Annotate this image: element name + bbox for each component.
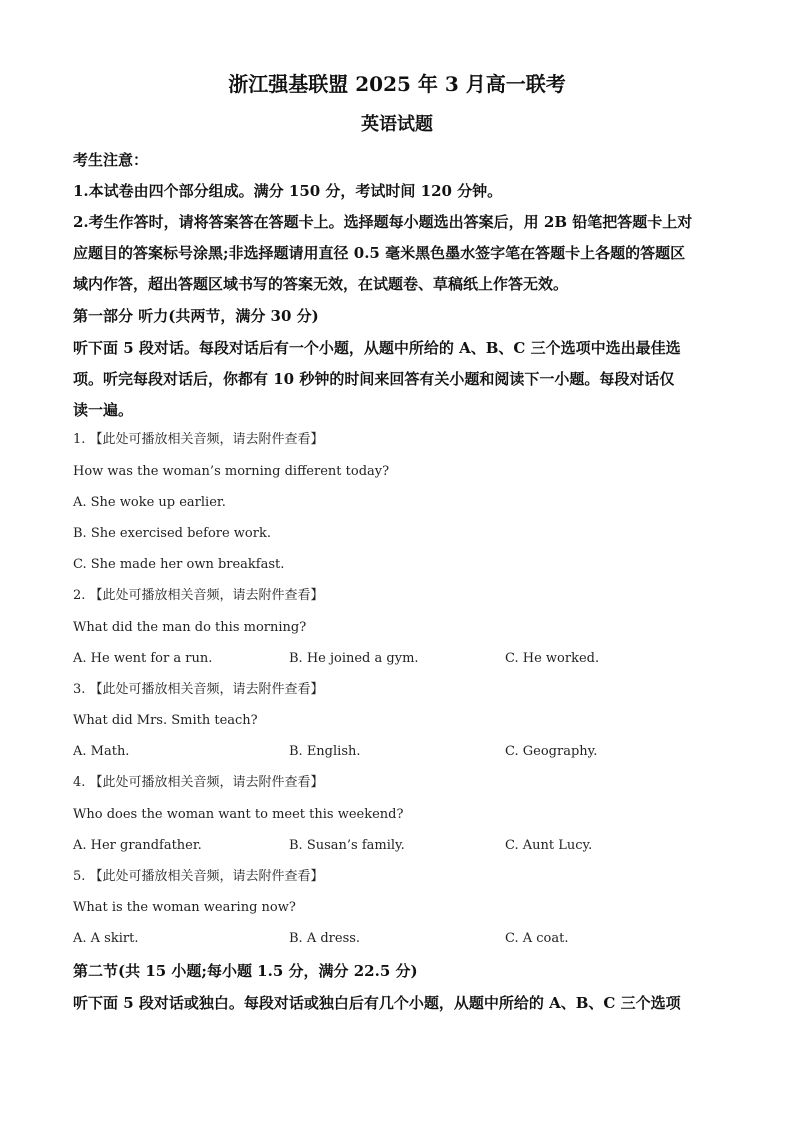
question-2-option-c: C. He worked. <box>505 651 600 666</box>
part1-instruction-line-2: 项。听完每段对话后，你都有 10 秒钟的时间来回答有关小题和阅读下一小题。每段对话仅 <box>73 370 675 388</box>
question-4-option-b: B. Susan’s family. <box>289 838 405 853</box>
part1-instruction-line-1: 听下面 5 段对话。每段对话后有一个小题，从题中所给的 A、B、C 三个选项中选出最佳选 <box>73 339 681 357</box>
question-2-option-a: A. He went for a run. <box>73 651 213 666</box>
part1-heading: 第一部分 听力(共两节，满分 30 分) <box>73 307 319 325</box>
part1-instruction-line-3: 读一遍。 <box>73 401 134 419</box>
question-1-text: How was the woman’s morning different today? <box>73 464 390 479</box>
question-5-option-b: B. A dress. <box>289 931 361 946</box>
notice-item-2-line-1: 2.考生作答时，请将答案答在答题卡上。选择题每小题选出答案后，用 2B 铅笔把答题卡上对 <box>73 213 693 231</box>
question-5-option-a: A. A skirt. <box>73 931 139 946</box>
question-3-audio[interactable]: 3. 【此处可播放相关音频，请去附件查看】 <box>73 682 324 697</box>
page-title: 浙江强基联盟 2025 年 3 月高一联考 <box>228 72 566 96</box>
notice-item-2-line-2: 应题目的答案标号涂黑;非选择题请用直径 0.5 毫米黑色墨水签字笔在答题卡上各题的答题区 <box>73 244 686 262</box>
question-3-option-a: A. Math. <box>73 744 130 759</box>
notice-heading: 考生注意： <box>73 151 149 169</box>
question-4-audio[interactable]: 4. 【此处可播放相关音频，请去附件查看】 <box>73 775 324 790</box>
question-3-option-c: C. Geography. <box>505 744 598 759</box>
question-1-option-a: A. She woke up earlier. <box>73 495 226 510</box>
question-2-audio[interactable]: 2. 【此处可播放相关音频，请去附件查看】 <box>73 588 324 603</box>
question-5-option-c: C. A coat. <box>505 931 569 946</box>
section2-instruction-line-1: 听下面 5 段对话或独白。每段对话或独白后有几个小题，从题中所给的 A、B、C 三个选项 <box>73 994 681 1012</box>
question-5-text: What is the woman wearing now? <box>73 900 296 915</box>
question-5-audio[interactable]: 5. 【此处可播放相关音频，请去附件查看】 <box>73 869 324 884</box>
question-4-option-c: C. Aunt Lucy. <box>505 838 593 853</box>
question-2-text: What did the man do this morning? <box>73 620 307 635</box>
question-1-audio[interactable]: 1. 【此处可播放相关音频，请去附件查看】 <box>73 432 324 447</box>
question-1-option-b: B. She exercised before work. <box>73 526 271 541</box>
section2-heading: 第二节(共 15 小题;每小题 1.5 分，满分 22.5 分) <box>73 962 418 980</box>
question-3-text: What did Mrs. Smith teach? <box>73 713 258 728</box>
question-1-option-c: C. She made her own breakfast. <box>73 557 285 572</box>
question-4-text: Who does the woman want to meet this weekend? <box>73 807 404 822</box>
question-4-option-a: A. Her grandfather. <box>73 838 202 853</box>
notice-item-2-line-3: 域内作答，超出答题区域书写的答案无效，在试题卷、草稿纸上作答无效。 <box>73 275 569 293</box>
question-2-option-b: B. He joined a gym. <box>289 651 419 666</box>
question-3-option-b: B. English. <box>289 744 361 759</box>
notice-item-1: 1.本试卷由四个部分组成。满分 150 分，考试时间 120 分钟。 <box>73 182 503 200</box>
page-subtitle: 英语试题 <box>361 114 433 135</box>
